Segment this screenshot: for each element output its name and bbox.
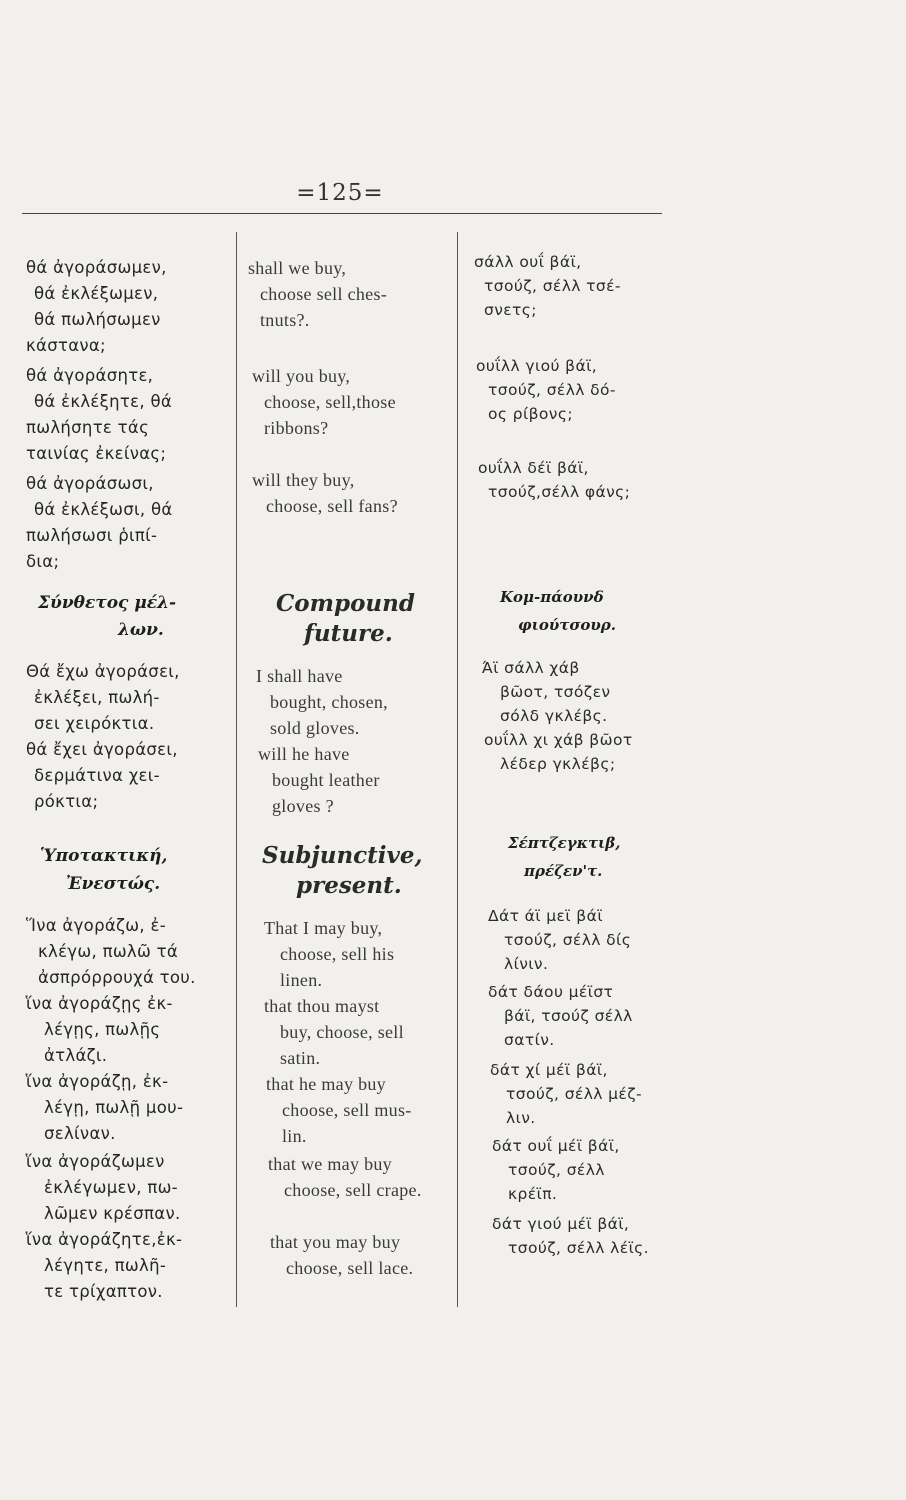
text-line: that thou mayst xyxy=(264,996,380,1016)
page-number: =125= xyxy=(296,180,384,206)
heading-line: Σύνθετος μέλ- xyxy=(38,593,177,613)
text-line: will you buy, xyxy=(252,366,351,386)
text-line: θά ἐκλέξωμεν, xyxy=(34,284,159,303)
heading-line: present. xyxy=(296,872,402,899)
heading-line: πρέζεν'τ. xyxy=(524,862,603,880)
text-line: That I may buy, xyxy=(264,918,383,938)
text-line: λῶμεν κρέσπαν. xyxy=(44,1204,181,1223)
heading-line: Κομ-πάουνδ xyxy=(500,588,604,606)
text-line: λέδερ γκλέβς; xyxy=(500,755,616,773)
text-line: choose, sell fans? xyxy=(266,496,398,516)
text-line: τσούζ, σέλλ δίς xyxy=(504,931,632,949)
heading-line: Σέπτζεγκτιβ, xyxy=(508,834,621,852)
column-divider-1 xyxy=(236,232,237,1307)
text-line: buy, choose, sell xyxy=(280,1022,404,1042)
text-line: ἐκλέξει, πωλή- xyxy=(34,688,160,707)
text-line: choose, sell mus- xyxy=(282,1100,412,1120)
text-line: choose, sell his xyxy=(280,944,395,964)
text-line: θά ἀγοράσητε, xyxy=(26,366,154,385)
text-line: λιν. xyxy=(506,1109,536,1127)
text-line: that you may buy xyxy=(270,1232,401,1252)
text-line: Ἵνα ἀγοράζω, ἐ- xyxy=(26,916,166,935)
text-line: δια; xyxy=(26,552,60,571)
heading-line: Subjunctive, xyxy=(262,842,423,869)
text-line: σόλδ γκλέβς. xyxy=(500,707,608,725)
text-line: τε τρίχαπτον. xyxy=(44,1282,163,1301)
text-line: βῶοτ, τσόζεν xyxy=(500,683,611,701)
text-line: θά ἀγοράσωσι, xyxy=(26,474,154,493)
text-line: Δάτ άϊ μεϊ βάϊ xyxy=(488,907,603,925)
text-line: τσούζ, σέλλ λέϊς. xyxy=(508,1239,649,1257)
text-line: ταινίας ἐκείνας; xyxy=(26,444,167,463)
heading-line: future. xyxy=(304,620,393,647)
text-line: τσούζ, σέλλ δό- xyxy=(488,381,616,399)
text-line: θά ἔχει ἀγοράσει, xyxy=(26,740,178,759)
text-line: σατίν. xyxy=(504,1031,555,1049)
text-line: σει χειρόκτια. xyxy=(34,714,155,733)
text-line: sold gloves. xyxy=(270,718,360,738)
text-line: τσούζ,σέλλ φάνς; xyxy=(488,483,631,501)
heading-line: φιούτσουρ. xyxy=(518,616,617,634)
text-line: δερμάτινα χει- xyxy=(34,766,160,785)
text-line: lin. xyxy=(282,1126,307,1146)
text-line: θά ἐκλέξωσι, θά xyxy=(34,500,173,519)
text-line: ρόκτια; xyxy=(34,792,99,811)
text-line: τσούζ, σέλλ xyxy=(508,1161,605,1179)
text-line: κάστανα; xyxy=(26,336,106,355)
text-line: tnuts?. xyxy=(260,310,310,330)
text-line: that we may buy xyxy=(268,1154,392,1174)
text-line: shall we buy, xyxy=(248,258,347,278)
text-line: λέγῃς, πωλῇς xyxy=(44,1020,161,1039)
text-line: ἐκλέγωμεν, πω- xyxy=(44,1178,178,1197)
heading-line: Compound xyxy=(276,590,415,617)
text-line: will he have xyxy=(258,744,350,764)
text-line: choose, sell lace. xyxy=(286,1258,414,1278)
text-line: ribbons? xyxy=(264,418,329,438)
text-line: σελίναν. xyxy=(44,1124,116,1143)
text-line: bought leather xyxy=(272,770,380,790)
text-line: ος ρίβονς; xyxy=(488,405,573,423)
text-line: ἀσπρόρρουχά του. xyxy=(38,968,196,987)
text-line: δάτ δάου μέϊστ xyxy=(488,983,614,1001)
text-line: linen. xyxy=(280,970,323,990)
text-line: σάλλ ουΐ βάϊ, xyxy=(474,253,582,271)
text-line: bought, chosen, xyxy=(270,692,388,712)
text-line: σνετς; xyxy=(484,301,537,319)
text-line: λέγητε, πωλῆ- xyxy=(44,1256,167,1275)
column-divider-2 xyxy=(457,232,458,1307)
text-line: τσούζ, σέλλ μέζ- xyxy=(506,1085,643,1103)
text-line: I shall have xyxy=(256,666,343,686)
text-line: ἀτλάζι. xyxy=(44,1046,108,1065)
text-line: choose, sell,those xyxy=(264,392,396,412)
heading-line: Ἐνεστώς. xyxy=(66,874,161,894)
text-line: κλέγω, πωλῶ τά xyxy=(38,942,179,961)
text-line: πωλήσητε τάς xyxy=(26,418,150,437)
text-line: gloves ? xyxy=(272,796,334,816)
text-line: βάϊ, τσούζ σέλλ xyxy=(504,1007,633,1025)
text-line: ἵνα ἀγοράζῃ, ἐκ- xyxy=(26,1072,169,1091)
text-line: πωλήσωσι ῥιπί- xyxy=(26,526,158,545)
text-line: θά ἀγοράσωμεν, xyxy=(26,258,167,277)
text-line: θά πωλήσωμεν xyxy=(34,310,161,329)
text-line: will they buy, xyxy=(252,470,355,490)
text-line: ἵνα ἀγοράζῃς ἐκ- xyxy=(26,994,173,1013)
text-line: choose, sell crape. xyxy=(284,1180,422,1200)
heading-line: λων. xyxy=(118,620,164,640)
text-line: κρέϊπ. xyxy=(508,1185,558,1203)
text-line: λέγῃ, πωλῇ μου- xyxy=(44,1098,184,1117)
text-line: ουΐλλ χι χάβ βῶοτ xyxy=(484,731,633,749)
text-line: δάτ γιού μέϊ βάϊ, xyxy=(492,1215,630,1233)
text-line: ουΐλλ γιού βάϊ, xyxy=(476,357,598,375)
text-line: Άϊ σάλλ χάβ xyxy=(482,659,580,677)
text-line: Θά ἔχω ἀγοράσει, xyxy=(26,662,180,681)
text-line: δάτ ουΐ μέϊ βάϊ, xyxy=(492,1137,620,1155)
text-line: τσούζ, σέλλ τσέ- xyxy=(484,277,621,295)
text-line: ἵνα ἀγοράζωμεν xyxy=(26,1152,165,1171)
top-rule xyxy=(22,213,662,214)
heading-line: Ὑποτακτική, xyxy=(40,846,168,866)
text-line: δάτ χί μέϊ βάϊ, xyxy=(490,1061,608,1079)
text-line: choose sell ches- xyxy=(260,284,388,304)
text-line: ουΐλλ δέϊ βάϊ, xyxy=(478,459,589,477)
text-line: satin. xyxy=(280,1048,321,1068)
text-line: θά ἐκλέξητε, θά xyxy=(34,392,173,411)
text-line: ἵνα ἀγοράζητε,ἐκ- xyxy=(26,1230,183,1249)
text-line: λίνιν. xyxy=(504,955,549,973)
text-line: that he may buy xyxy=(266,1074,386,1094)
